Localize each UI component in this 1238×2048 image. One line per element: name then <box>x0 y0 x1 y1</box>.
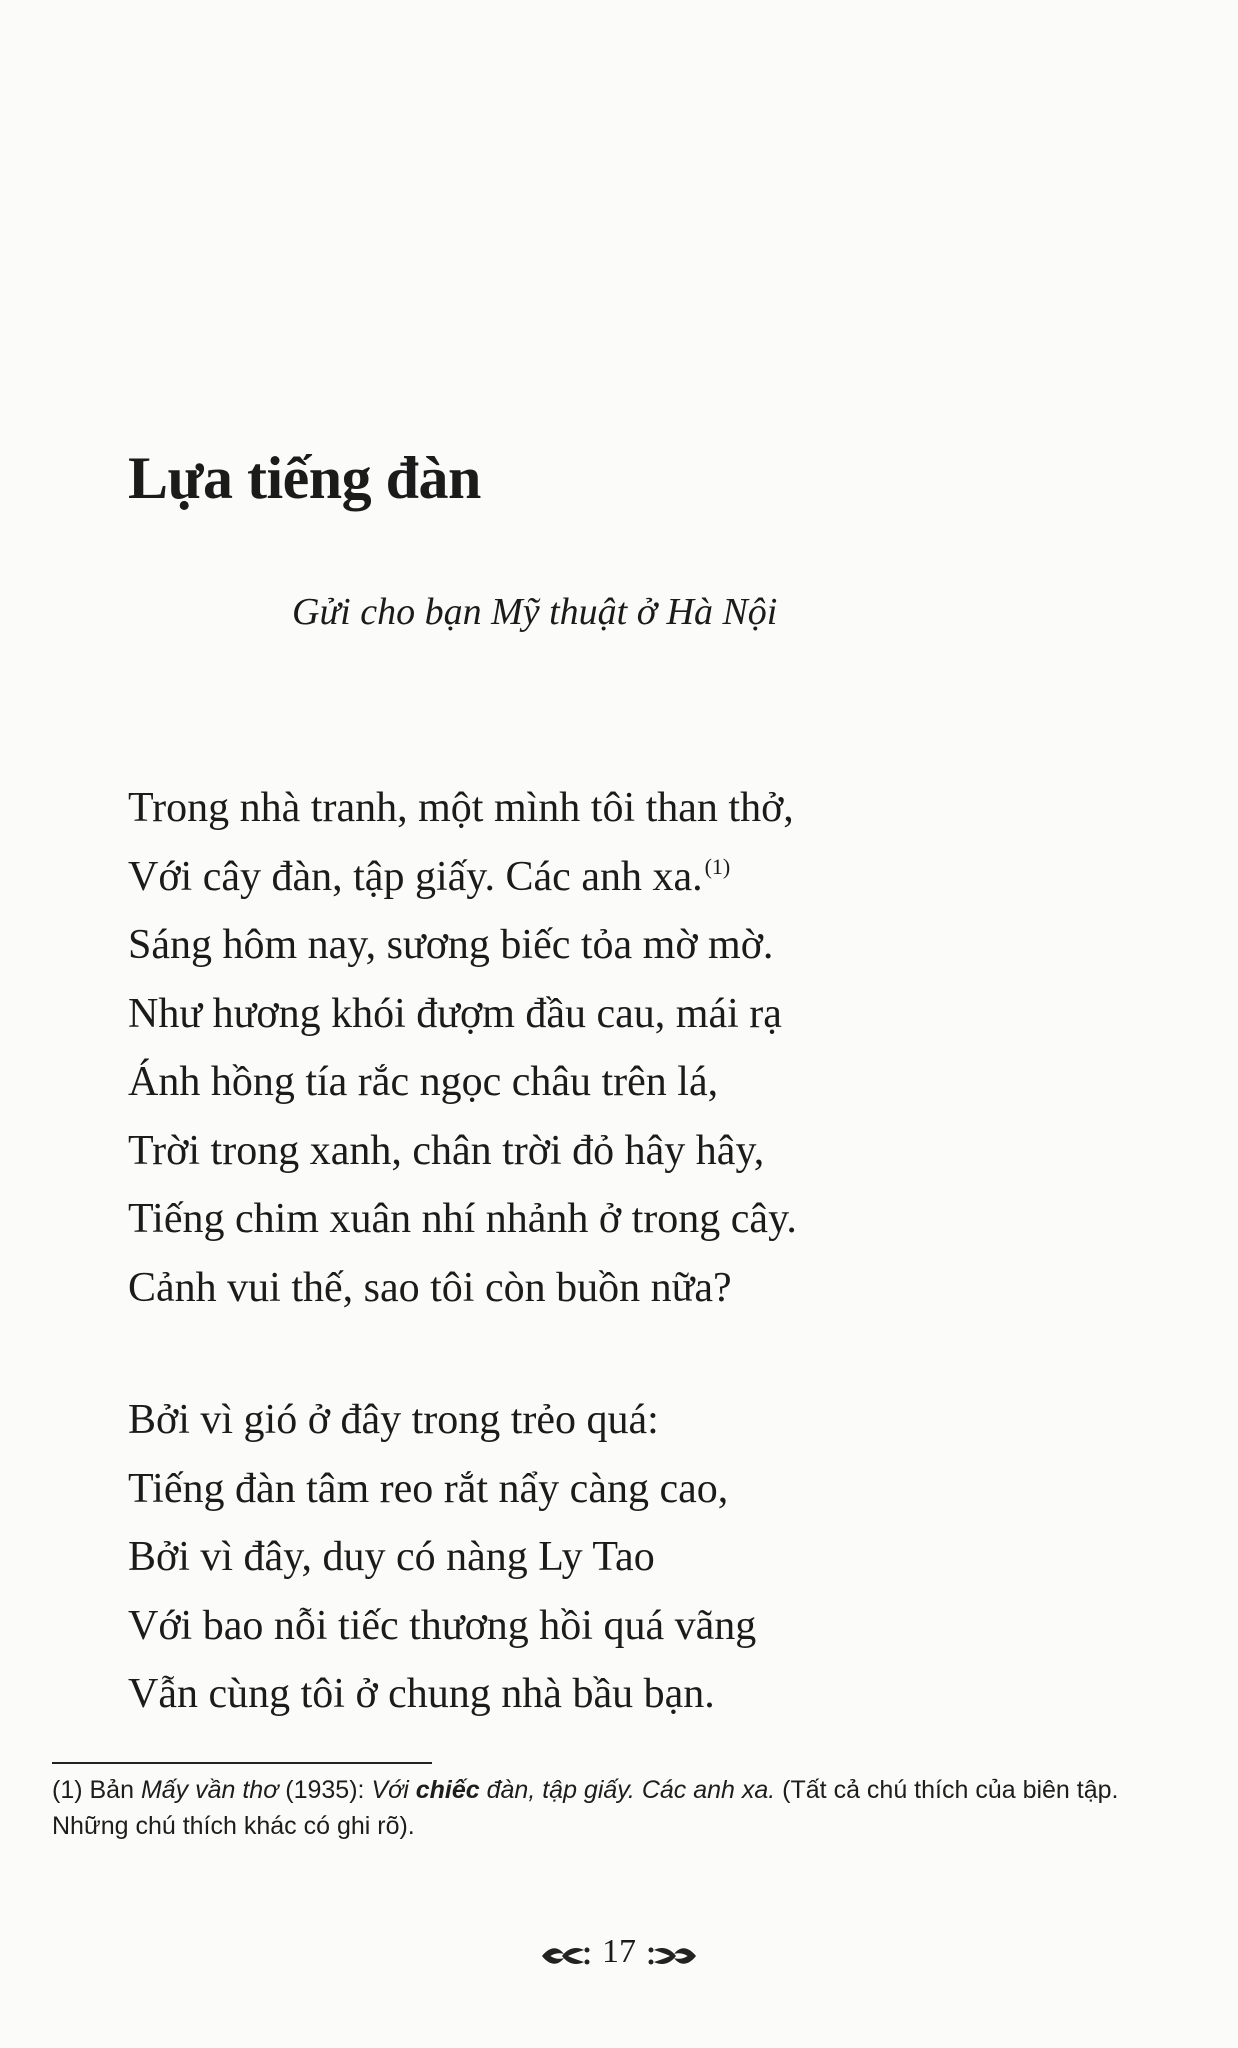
verse-line: Cảnh vui thế, sao tôi còn buồn nữa? <box>128 1264 732 1311</box>
verse-line: Với bao nỗi tiếc thương hồi quá vãng <box>128 1602 757 1649</box>
footnote: (1) Bản Mấy vần thơ (1935): Với chiếc đàn, tập giấy. Các anh xa. (Tất cả chú thích của biên tập. Những chú thích khác có ghi rõ). <box>52 1776 1119 1840</box>
footnote-divider <box>52 1762 432 1764</box>
verse-line: Sáng hôm nay, sương biếc tỏa mờ mờ. <box>128 922 774 968</box>
verse-line: Trong nhà tranh, một mình tôi than thở, <box>128 785 794 831</box>
verse-line: Như hương khói đượm đầu cau, mái rạ <box>128 990 782 1037</box>
floral-ornament-icon <box>646 1938 698 1966</box>
verse-line: Tiếng đàn tâm reo rắt nẩy càng cao, <box>128 1465 729 1512</box>
stanza-2 <box>128 1386 756 1729</box>
verse-line: Bởi vì đây, duy có nàng Ly Tao <box>128 1534 655 1580</box>
verse-line: Trời trong xanh, chân trời đỏ hây hây, <box>128 1127 765 1174</box>
floral-ornament-icon <box>540 1938 592 1966</box>
page-number-footer <box>0 1928 1238 1974</box>
stanza-1 <box>128 774 797 1322</box>
verse-line: Tiếng chim xuân nhí nhảnh ở trong cây. <box>128 1196 797 1242</box>
poem-dedication: Gửi cho bạn Mỹ thuật ở Hà Nội <box>292 591 778 633</box>
verse-line: Vẫn cùng tôi ở chung nhà bầu bạn. <box>128 1671 715 1717</box>
verse-line: Bởi vì gió ở đây trong trẻo quá: <box>128 1397 659 1443</box>
verse-line: Ánh hồng tía rắc ngọc châu trên lá, <box>128 1059 719 1105</box>
poem-title: Lựa tiếng đàn <box>128 445 481 511</box>
page-number: 17 <box>602 1933 636 1971</box>
footnote-reference: (1) <box>704 854 731 880</box>
verse-line: Với cây đàn, tập giấy. Các anh xa.$^{(1)}$ <box>128 853 731 900</box>
